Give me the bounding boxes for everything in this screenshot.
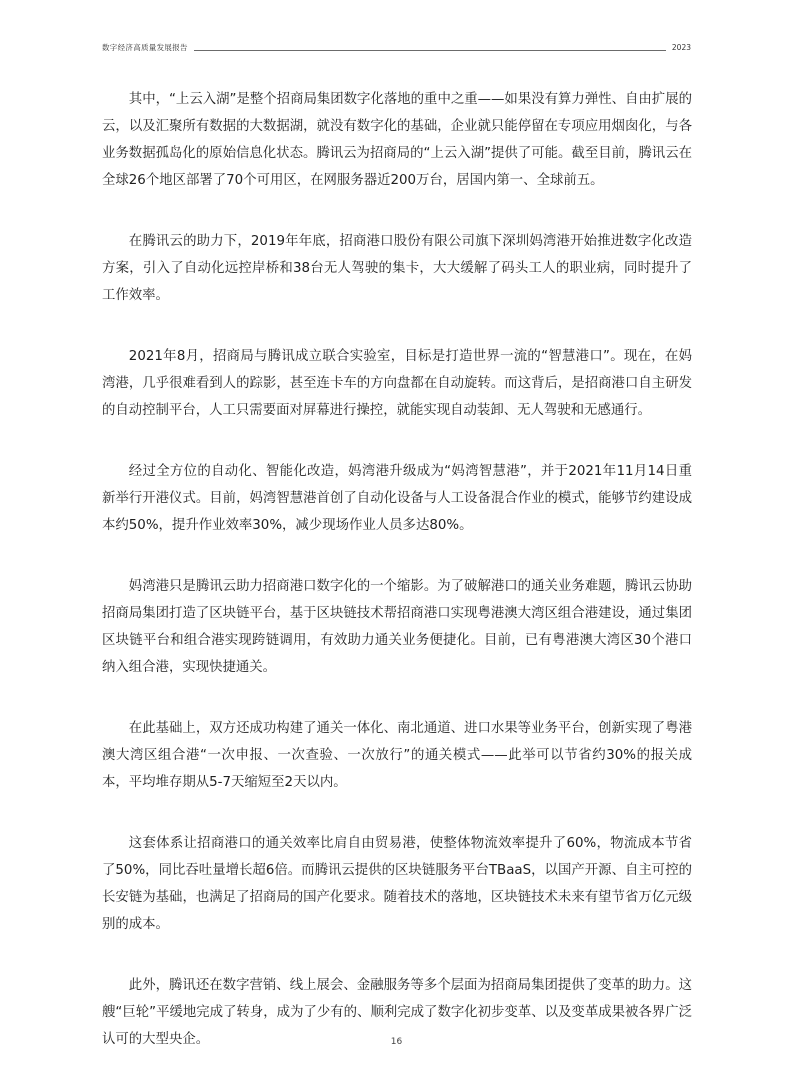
paragraph-5: 妈湾港只是腾讯云助力招商港口数字化的一个缩影。为了破解港口的通关业务难题，腾讯云协助招商局集团打造了区块链平台，基于区块链技术帮招商港口实现粤港澳大湾区组合港建设，通过集团区块链平台和组合港实现跨链调用，有效助力通关业务便捷化。目前，已有粤港澳大湾区30个港口纳入组合港，实现快捷通关。 xyxy=(102,579,692,675)
paragraph-4: 经过全方位的自动化、智能化改造，妈湾港升级成为“妈湾智慧港”，并于2021年11月14日重新举行开港仪式。目前，妈湾智慧港首创了自动化设备与人工设备混合作业的模式，能够节约建设成本约50%，提升作业效率30%，减少现场作业人员多达80%。 xyxy=(102,464,692,533)
report-year: 2023 xyxy=(671,42,691,52)
page-number: 16 xyxy=(390,1037,403,1047)
paragraph-7: 这套体系让招商港口的通关效率比肩自由贸易港，使整体物流效率提升了60%，物流成本节省了50%，同比吞吐量增长超6倍。而腾讯云提供的区块链服务平台TBaaS，以国产开源、自主可控的长安链为基础，也满足了招商局的国产化要求。随着技术的落地，区块链技术未来有望节省万亿元级别的成本。 xyxy=(102,836,692,932)
report-title: 数字经济高质量发展报告 xyxy=(102,42,188,52)
document-body xyxy=(102,86,692,1087)
paragraph-8: 此外，腾讯还在数字营销、线上展会、金融服务等多个层面为招商局集团提供了变革的助力。这艘“巨轮”平缓地完成了转身，成为了少有的、顺利完成了数字化初步变革、以及变革成果被各界广泛认可的大型央企。 xyxy=(102,978,692,1047)
page-header xyxy=(102,40,691,54)
paragraph-6: 在此基础上，双方还成功构建了通关一体化、南北通道、进口水果等业务平台，创新实现了粤港澳大湾区组合港“一次申报、一次查验、一次放行”的通关模式——此举可以节省约30%的报关成本，平均堆存期从5-7天缩短至2天以内。 xyxy=(102,721,692,790)
paragraph-1: 其中，“上云入湖”是整个招商局集团数字化落地的重中之重——如果没有算力弹性、自由扩展的云，以及汇聚所有数据的大数据湖，就没有数字化的基础，企业就只能停留在专项应用烟囱化，与各业务数据孤岛化的原始信息化状态。腾讯云为招商局的“上云入湖”提供了可能。截至目前，腾讯云在全球26个地区部署了70个可用区，在网服务器近200万台，居国内第一、全球前五。 xyxy=(102,92,692,188)
paragraph-3: 2021年8月，招商局与腾讯成立联合实验室，目标是打造世界一流的“智慧港口”。现在，在妈湾港，几乎很难看到人的踪影，甚至连卡车的方向盘都在自动旋转。而这背后，是招商港口自主研发的自动控制平台，人工只需要面对屏幕进行操控，就能实现自动装卸、无人驾驶和无感通行。 xyxy=(102,349,692,418)
header-divider xyxy=(194,50,666,51)
paragraph-2: 在腾讯云的助力下，2019年年底，招商港口股份有限公司旗下深圳妈湾港开始推进数字化改造方案，引入了自动化远控岸桥和38台无人驾驶的集卡，大大缓解了码头工人的职业病，同时提升了工作效率。 xyxy=(102,234,692,303)
